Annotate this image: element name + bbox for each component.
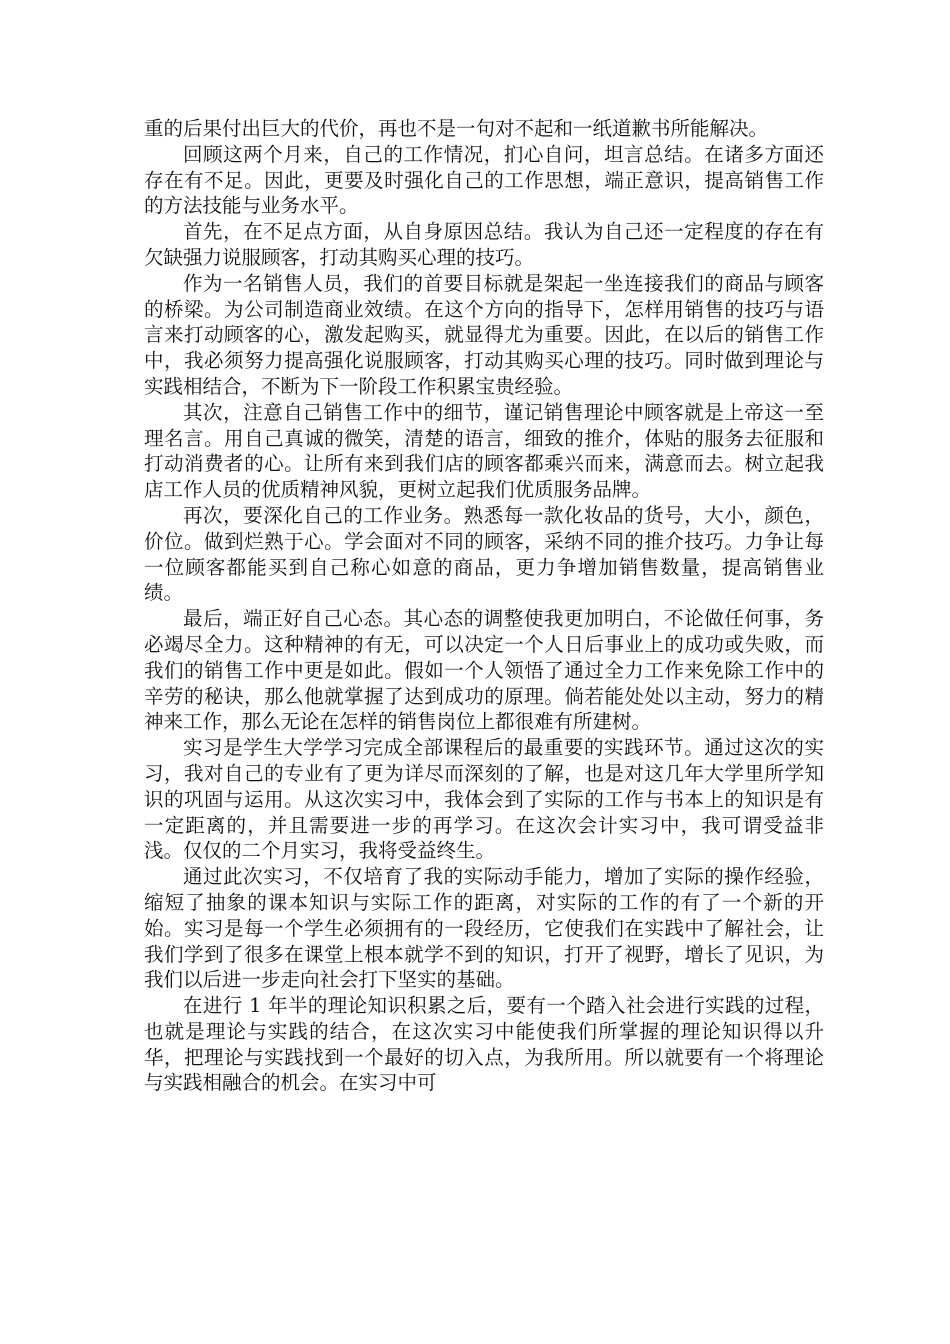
paragraph-9: 通过此次实习，不仅培育了我的实际动手能力，增加了实际的操作经验，缩短了抽象的课本知识与实际工作的距离，对实际的工作的有了一个新的开始。实习是每一个学生必须拥有的一段经历，它使我们在实践中了解社会，让我们学到了很多在课堂上根本就学不到的知识，打开了视野，增长了见识，为我们以后进一步走向社会打下坚实的基础。 xyxy=(144,865,824,992)
paragraph-6: 再次，要深化自己的工作业务。熟悉每一款化妆品的货号，大小，颜色，价位。做到烂熟于心。学会面对不同的顾客，采纳不同的推介技巧。力争让每一位顾客都能买到自己称心如意的商品，更力争增加销售数量，提高销售业绩。 xyxy=(144,503,824,605)
paragraph-8: 实习是学生大学学习完成全部课程后的最重要的实践环节。通过这次的实习，我对自己的专业有了更为详尽而深刻的了解，也是对这几年大学里所学知识的巩固与运用。从这次实习中，我体会到了实际的工作与书本上的知识是有一定距离的，并且需要进一步的再学习。在这次会计实习中，我可谓受益非浅。仅仅的二个月实习，我将受益终生。 xyxy=(144,736,824,863)
paragraph-10: 在进行 1 年半的理论知识积累之后，要有一个踏入社会进行实践的过程，也就是理论与实践的结合，在这次实习中能使我们所掌握的理论知识得以升华，把理论与实践找到一个最好的切入点，为我所用。所以就要有一个将理论与实践相融合的机会。在实习中可 xyxy=(144,994,824,1095)
paragraph-5: 其次，注意自己销售工作中的细节，谨记销售理论中顾客就是上帝这一至理名言。用自己真诚的微笑，清楚的语言，细致的推介，体贴的服务去征服和打动消费者的心。让所有来到我们店的顾客都乘兴而来，满意而去。树立起我店工作人员的优质精神风貌，更树立起我们优质服务品牌。 xyxy=(144,400,824,502)
document-body xyxy=(144,116,824,1096)
paragraph-1: 重的后果付出巨大的代价，再也不是一句对不起和一纸道歉书所能解决。 xyxy=(144,117,769,140)
paragraph-3: 首先，在不足点方面，从自身原因总结。我认为自己还一定程度的存在有欠缺强力说服顾客，打动其购买心理的技巧。 xyxy=(144,220,824,269)
paragraph-4: 作为一名销售人员，我们的首要目标就是架起一坐连接我们的商品与顾客的桥梁。为公司制造商业效绩。在这个方向的指导下，怎样用销售的技巧与语言来打动顾客的心，激发起购买，就显得尤为重要。因此，在以后的销售工作中，我必须努力提高强化说服顾客，打动其购买心理的技巧。同时做到理论与实践相结合，不断为下一阶段工作积累宝贵经验。 xyxy=(144,271,824,398)
paragraph-7: 最后，端正好自己心态。其心态的调整使我更加明白，不论做任何事，务必竭尽全力。这种精神的有无，可以决定一个人日后事业上的成功或失败，而我们的销售工作中更是如此。假如一个人领悟了通过全力工作来免除工作中的辛劳的秘诀，那么他就掌握了达到成功的原理。倘若能处处以主动，努力的精神来工作，那么无论在怎样的销售岗位上都很难有所建树。 xyxy=(144,607,824,734)
paragraph-2: 回顾这两个月来，自己的工作情况，扪心自问，坦言总结。在诸多方面还存在有不足。因此，更要及时强化自己的工作思想，端正意识，提高销售工作的方法技能与业务水平。 xyxy=(144,142,824,218)
